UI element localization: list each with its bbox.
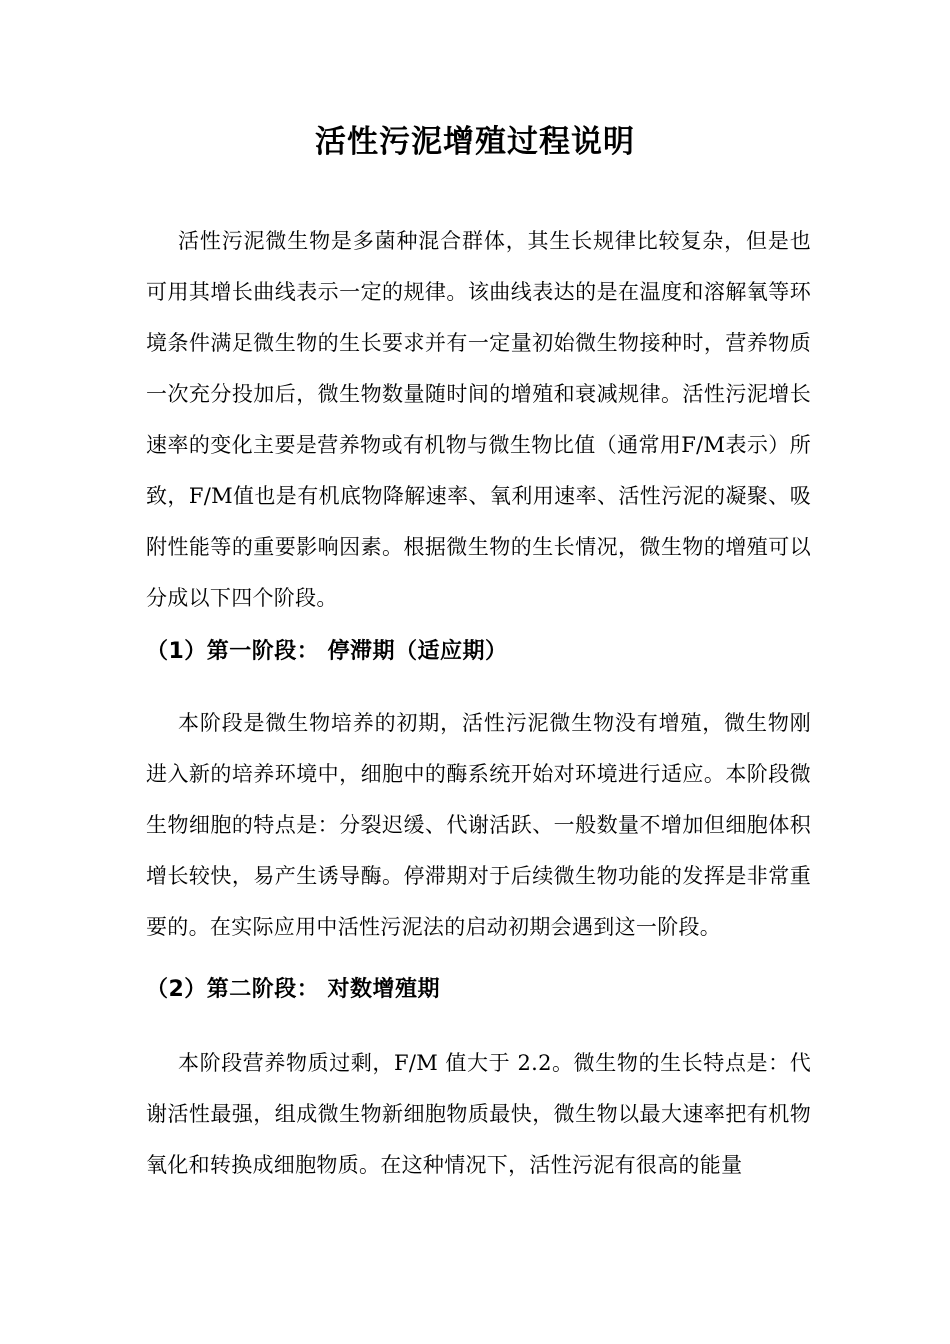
section-2-paragraph: 本阶段营养物质过剩，F/M 值大于 2.2。微生物的生长特点是：代谢活性最强，组成微生物新细胞物质最快，微生物以最大速率把有机物氧化和转换成细胞物质。在这种情况下，活性污泥有很高的能量: [146, 1051, 811, 1177]
document-title: 活性污泥增殖过程说明: [315, 124, 635, 160]
section-1-heading: （1）第一阶段： 停滞期（适应期）: [146, 639, 508, 664]
section-2-heading: （2）第二阶段： 对数增殖期: [146, 977, 440, 1002]
intro-paragraph: 活性污泥微生物是多菌种混合群体，其生长规律比较复杂，但是也可用其增长曲线表示一定的规律。该曲线表达的是在温度和溶解氧等环境条件满足微生物的生长要求并有一定量初始微生物接种时，营养物质一次充分投加后，微生物数量随时间的增殖和衰减规律。活性污泥增长速率的变化主要是营养物或有机物与微生物比值（通常用F/M表示）所致，F/M值也是有机底物降解速率、氧利用速率、活性污泥的凝聚、吸附性能等的重要影响因素。根据微生物的生长情况，微生物的增殖可以分成以下四个阶段。: [146, 229, 811, 610]
section-1-paragraph: 本阶段是微生物培养的初期，活性污泥微生物没有增殖，微生物刚进入新的培养环境中，细胞中的酶系统开始对环境进行适应。本阶段微生物细胞的特点是：分裂迟缓、代谢活跃、一般数量不增加但细胞体积增长较快，易产生诱导酶。停滞期对于后续微生物功能的发挥是非常重要的。在实际应用中活性污泥法的启动初期会遇到这一阶段。: [146, 711, 811, 939]
